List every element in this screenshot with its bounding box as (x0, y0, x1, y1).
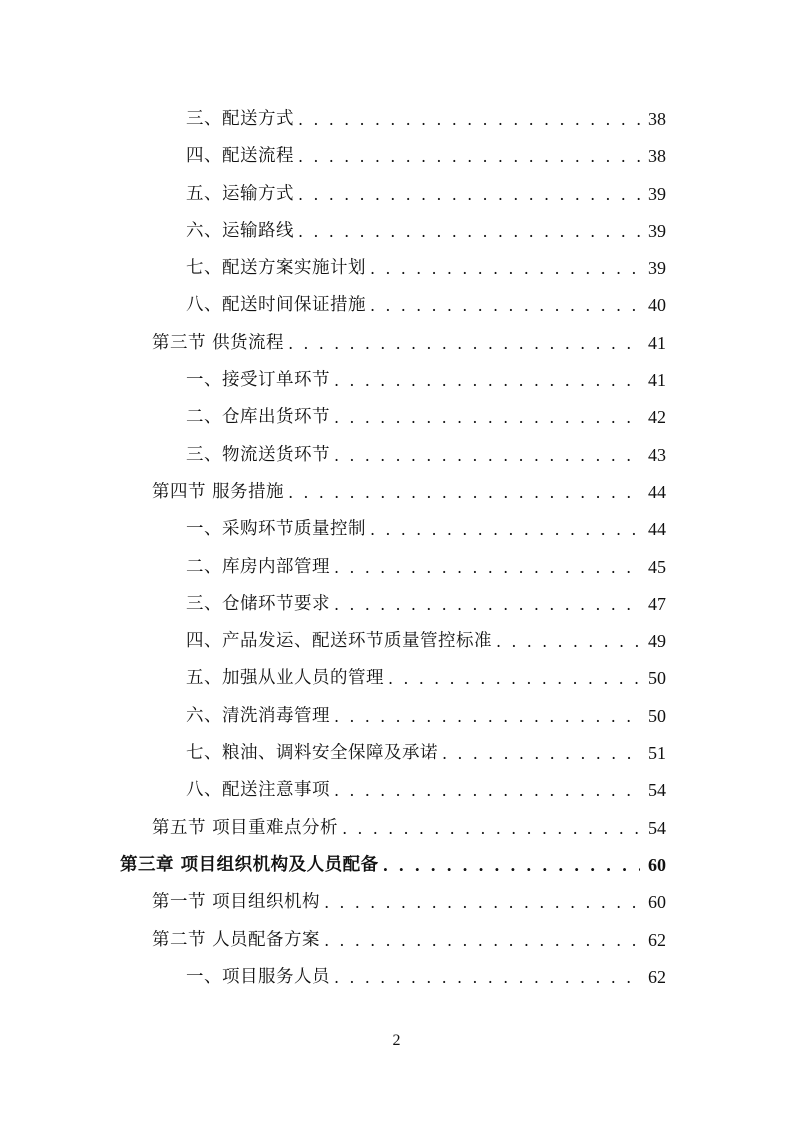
toc-section-entry[interactable] (0, 922, 793, 959)
toc-entry-title: 五、加强从业人员的管理 (186, 668, 384, 689)
toc-entry-page: 42 (648, 407, 666, 428)
toc-entry-page: 43 (648, 444, 666, 465)
toc-entry-page: 40 (648, 295, 666, 316)
toc-dot-leader (334, 698, 640, 735)
toc-entry-title: 八、配送时间保证措施 (186, 295, 366, 316)
toc-entry-title: 五、运输方式 (186, 183, 294, 204)
toc-entry-title: 第三章 项目组织机构及人员配备 (120, 854, 379, 875)
toc-entry-title: 七、粮油、调料安全保障及承诺 (186, 743, 438, 764)
toc-dot-leader (334, 362, 640, 399)
toc-entry[interactable] (0, 549, 793, 586)
toc-entry-title: 一、项目服务人员 (186, 966, 330, 987)
toc-dot-leader (442, 735, 640, 772)
toc-entry-title: 第三节 供货流程 (152, 332, 285, 353)
toc-dot-leader (298, 138, 640, 175)
toc-entry-page: 39 (648, 258, 666, 279)
toc-entry[interactable] (0, 660, 793, 697)
toc-entry-page: 38 (648, 146, 666, 167)
toc-entry-title: 第一节 项目组织机构 (152, 892, 321, 913)
toc-entry-title: 六、清洗消毒管理 (186, 705, 330, 726)
toc-entry-page: 45 (648, 556, 666, 577)
toc-entry[interactable] (0, 586, 793, 623)
toc-entry-page: 60 (648, 854, 666, 875)
toc-entry-page: 38 (648, 109, 666, 129)
toc-entry[interactable] (0, 176, 793, 213)
toc-entry[interactable] (0, 735, 793, 772)
toc-entry-title: 四、产品发运、配送环节质量管控标准 (186, 631, 492, 652)
toc-entry-page: 41 (648, 370, 666, 391)
toc-entry[interactable] (0, 959, 793, 996)
toc-section-entry[interactable] (0, 325, 793, 362)
toc-dot-leader (324, 922, 640, 959)
toc-entry-page: 62 (648, 966, 666, 987)
toc-dot-leader (334, 437, 640, 474)
toc-dot-leader (342, 810, 640, 847)
toc-entry-page: 44 (648, 519, 666, 540)
toc-entry-title: 三、仓储环节要求 (186, 593, 330, 614)
toc-dot-leader (383, 847, 640, 884)
toc-entry-title: 第四节 服务措施 (152, 481, 285, 502)
toc-dot-leader (288, 474, 640, 511)
toc-dot-leader (370, 511, 640, 548)
toc-entry-page: 51 (648, 743, 666, 764)
toc-entry[interactable] (0, 362, 793, 399)
toc-entry[interactable] (0, 399, 793, 436)
toc-dot-leader (334, 586, 640, 623)
toc-dot-leader (334, 399, 640, 436)
toc-entry[interactable] (0, 250, 793, 287)
toc-dot-leader (334, 549, 640, 586)
toc-entry-page: 60 (648, 892, 666, 913)
toc-entry[interactable] (0, 698, 793, 735)
toc-entry-title: 一、接受订单环节 (186, 370, 330, 391)
toc-dot-leader (496, 623, 640, 660)
toc-entry[interactable] (0, 138, 793, 175)
toc-entry-page: 47 (648, 593, 666, 614)
toc-dot-leader (324, 884, 640, 921)
toc-entry[interactable] (0, 437, 793, 474)
toc-dot-leader (334, 772, 640, 809)
toc-entry-title: 六、运输路线 (186, 220, 294, 241)
toc-entry-title: 七、配送方案实施计划 (186, 258, 366, 279)
toc-entry-title: 三、物流送货环节 (186, 444, 330, 465)
toc-dot-leader (298, 101, 640, 138)
toc-entry-title: 三、配送方式 (186, 109, 294, 129)
toc-entry-page: 49 (648, 631, 666, 652)
toc-entry-page: 39 (648, 183, 666, 204)
toc-chapter-entry[interactable] (0, 847, 793, 884)
toc-dot-leader (334, 959, 640, 996)
toc-section-entry[interactable] (0, 474, 793, 511)
toc-dot-leader (288, 325, 640, 362)
toc-entry-page: 54 (648, 780, 666, 801)
toc-entry-title: 四、配送流程 (186, 146, 294, 167)
toc-entry-title: 第二节 人员配备方案 (152, 929, 321, 950)
toc-entry[interactable] (0, 101, 793, 138)
toc-dot-leader (298, 176, 640, 213)
toc-entry-title: 八、配送注意事项 (186, 780, 330, 801)
toc-dot-leader (388, 660, 640, 697)
toc-entry[interactable] (0, 287, 793, 324)
toc-entry-title: 第五节 项目重难点分析 (152, 817, 339, 838)
toc-entry[interactable] (0, 623, 793, 660)
toc-entry-title: 二、库房内部管理 (186, 556, 330, 577)
toc-entry-title: 二、仓库出货环节 (186, 407, 330, 428)
table-of-contents (0, 101, 793, 996)
toc-entry[interactable] (0, 511, 793, 548)
toc-entry-page: 62 (648, 929, 666, 950)
toc-dot-leader (298, 213, 640, 250)
toc-entry-page: 44 (648, 481, 666, 502)
toc-entry-page: 50 (648, 668, 666, 689)
toc-entry[interactable] (0, 213, 793, 250)
toc-dot-leader (370, 250, 640, 287)
toc-entry[interactable] (0, 772, 793, 809)
toc-entry-page: 39 (648, 220, 666, 241)
toc-entry-page: 54 (648, 817, 666, 838)
toc-section-entry[interactable] (0, 810, 793, 847)
toc-entry-page: 41 (648, 332, 666, 353)
toc-entry-title: 一、采购环节质量控制 (186, 519, 366, 540)
toc-entry-page: 50 (648, 705, 666, 726)
toc-dot-leader (370, 287, 640, 324)
toc-section-entry[interactable] (0, 884, 793, 921)
page-number: 2 (392, 1032, 401, 1049)
